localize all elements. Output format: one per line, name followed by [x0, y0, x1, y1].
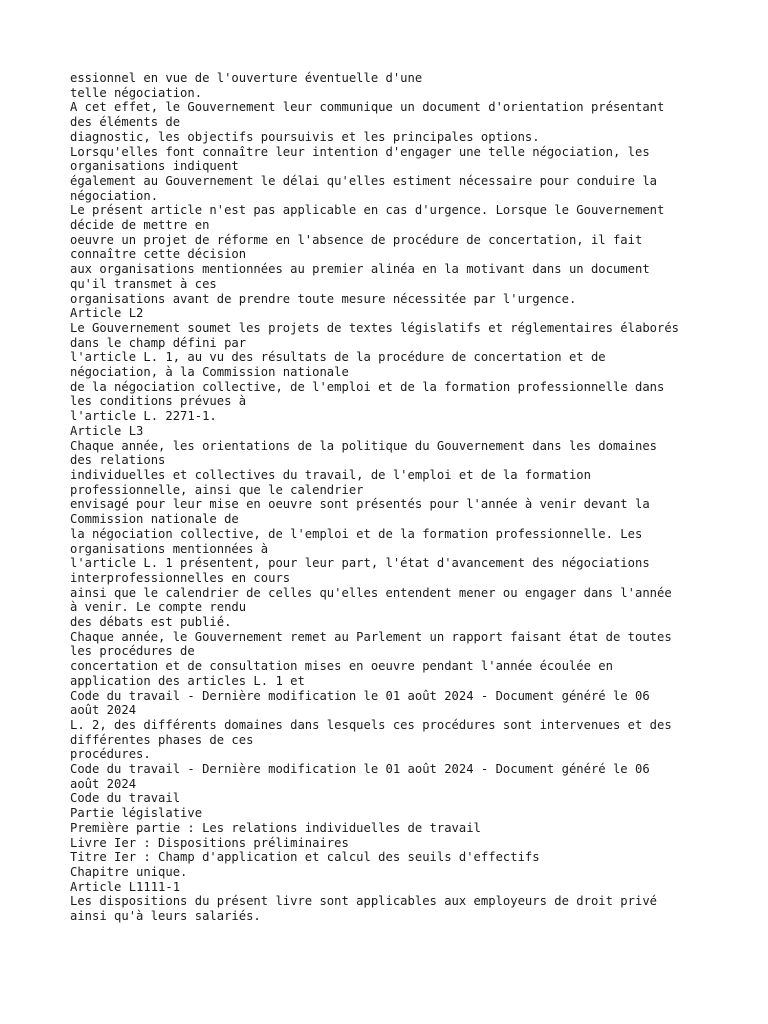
- text-line: oeuvre un projet de réforme en l'absence de procédure de concertation, il fait: [70, 232, 643, 247]
- section-title: Première partie : Les relations individuelles de travail: [70, 820, 481, 835]
- text-line: Le présent article n'est pas applicable en cas d'urgence. Lorsque le Gouvernement: [70, 203, 665, 218]
- text-line: application des articles L. 1 et: [70, 673, 305, 688]
- document-page: [70, 71, 760, 924]
- text-line: dans le champ défini par: [70, 335, 247, 350]
- text-line: envisagé pour leur mise en oeuvre sont présentés pour l'année à venir devant la: [70, 497, 650, 512]
- text-line: l'article L. 1 présentent, pour leur part, l'état d'avancement des négociations: [70, 556, 650, 571]
- text-line: Lorsqu'elles font connaître leur intention d'engager une telle négociation, les: [70, 144, 650, 159]
- text-line: l'article L. 2271-1.: [70, 409, 217, 424]
- text-line: organisations mentionnées à: [70, 541, 269, 556]
- text-line: des débats est publié.: [70, 615, 232, 630]
- text-line: diagnostic, les objectifs poursuivis et les principales options.: [70, 129, 540, 144]
- text-line: telle négociation.: [70, 85, 203, 100]
- text-line: des relations: [70, 453, 166, 468]
- footer-line: août 2024: [70, 703, 137, 718]
- text-line: la négociation collective, de l'emploi et de la formation professionnelle. Les: [70, 526, 643, 541]
- text-line: qu'il transmet à ces: [70, 276, 217, 291]
- text-line: Chaque année, les orientations de la politique du Gouvernement dans les domaines: [70, 438, 657, 453]
- text-line: à venir. Le compte rendu: [70, 600, 247, 615]
- text-line: décide de mettre en: [70, 218, 210, 233]
- text-line: concertation et de consultation mises en oeuvre pendant l'année écoulée en: [70, 659, 613, 674]
- article-heading: Article L3: [70, 423, 144, 438]
- text-line: professionnelle, ainsi que le calendrier: [70, 482, 364, 497]
- code-title: Code du travail: [70, 791, 181, 806]
- text-line: Les dispositions du présent livre sont applicables aux employeurs de droit privé: [70, 894, 657, 909]
- text-line: organisations avant de prendre toute mesure nécessitée par l'urgence.: [70, 291, 577, 306]
- text-line: ainsi que le calendrier de celles qu'elles entendent mener ou engager dans l'année: [70, 585, 672, 600]
- footer-line: Code du travail - Dernière modification le 01 août 2024 - Document généré le 06: [70, 688, 650, 703]
- chapter-heading: Chapitre unique.: [70, 864, 188, 879]
- footer-line: Code du travail - Dernière modification le 01 août 2024 - Document généré le 06: [70, 762, 650, 777]
- text-line: également au Gouvernement le délai qu'elles estiment nécessaire pour conduire la: [70, 173, 657, 188]
- text-line: négociation, à la Commission nationale: [70, 365, 349, 380]
- text-line: ainsi qu'à leurs salariés.: [70, 909, 261, 924]
- text-line: les conditions prévues à: [70, 394, 247, 409]
- text-line: Chaque année, le Gouvernement remet au Parlement un rapport faisant état de toutes: [70, 629, 672, 644]
- text-line: Le Gouvernement soumet les projets de textes législatifs et réglementaires élaborés: [70, 320, 680, 335]
- text-line: procédures.: [70, 747, 151, 762]
- text-line: de la négociation collective, de l'emploi et de la formation professionnelle dans: [70, 379, 665, 394]
- text-line: connaître cette décision: [70, 247, 247, 262]
- text-line: aux organisations mentionnées au premier alinéa en la motivant dans un document: [70, 262, 650, 277]
- text-line: négociation.: [70, 188, 159, 203]
- text-line: L. 2, des différents domaines dans lesquels ces procédures sont intervenues et des: [70, 717, 672, 732]
- footer-line: août 2024: [70, 776, 137, 791]
- article-heading: Article L1111-1: [70, 879, 181, 894]
- text-line: essionnel en vue de l'ouverture éventuelle d'une: [70, 71, 423, 85]
- text-line: organisations indiquent: [70, 159, 239, 174]
- part-title: Partie législative: [70, 806, 203, 821]
- text-line: A cet effet, le Gouvernement leur communique un document d'orientation présentant: [70, 100, 665, 115]
- text-line: Commission nationale de: [70, 512, 239, 527]
- title-heading: Titre Ier : Champ d'application et calcul des seuils d'effectifs: [70, 850, 540, 865]
- text-line: individuelles et collectives du travail, de l'emploi et de la formation: [70, 467, 591, 482]
- article-heading: Article L2: [70, 306, 144, 321]
- text-line: des éléments de: [70, 115, 181, 130]
- book-title: Livre Ier : Dispositions préliminaires: [70, 835, 349, 850]
- text-line: l'article L. 1, au vu des résultats de la procédure de concertation et de: [70, 350, 606, 365]
- text-line: différentes phases de ces: [70, 732, 254, 747]
- text-line: les procédures de: [70, 644, 195, 659]
- text-line: interprofessionnelles en cours: [70, 570, 291, 585]
